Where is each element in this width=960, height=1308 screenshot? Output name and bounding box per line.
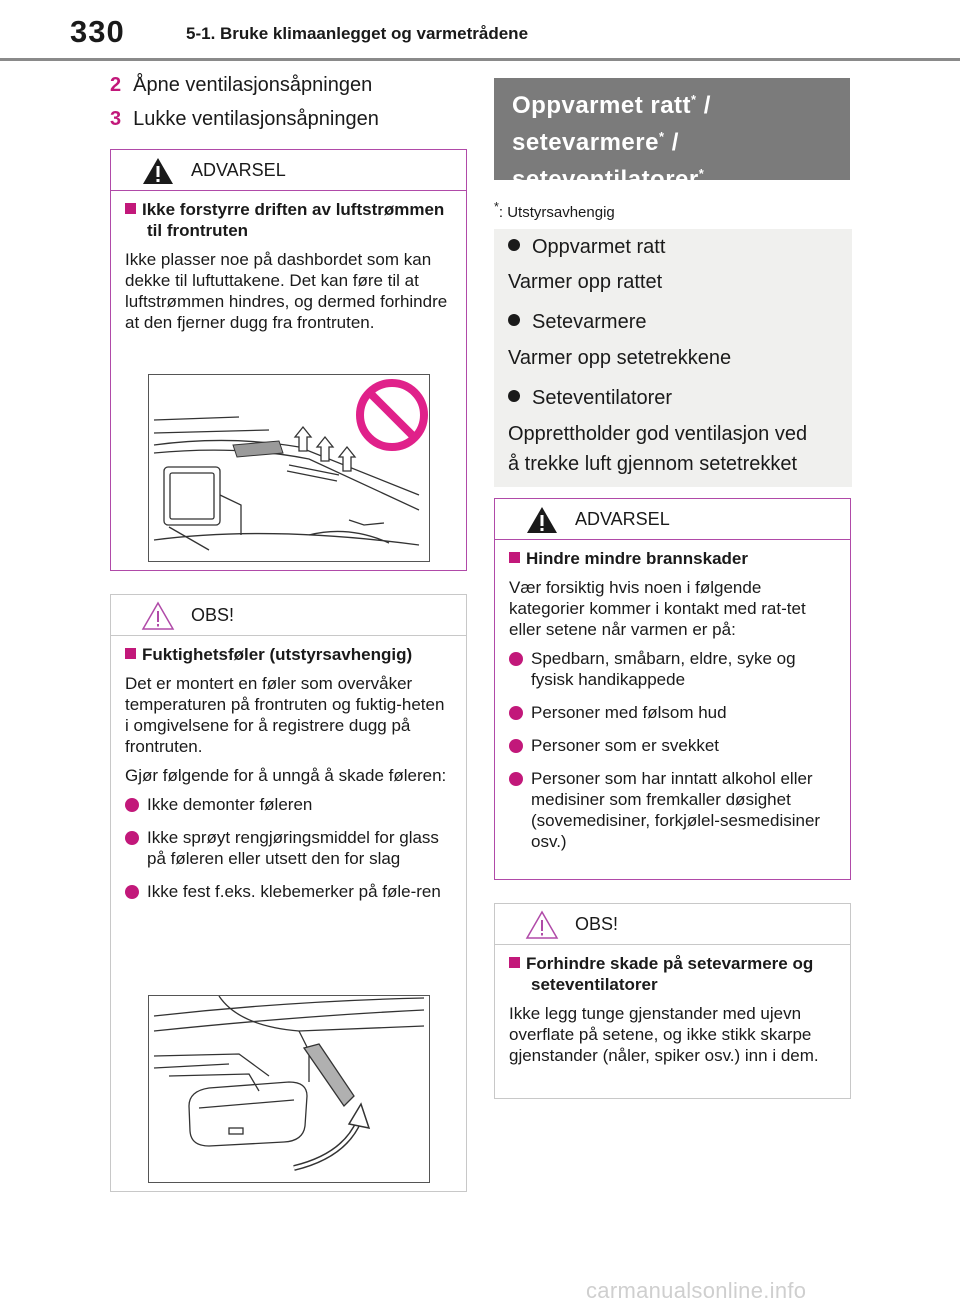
page-header xyxy=(0,0,960,62)
square-bullet-icon xyxy=(509,552,520,563)
warning-header xyxy=(495,499,850,540)
list-item: Spedbarn, småbarn, eldre, syke og fysisk handikappede xyxy=(509,648,836,690)
slash: / xyxy=(703,92,711,119)
list-item: Personer som har inntatt alkohol eller medisiner som fremkaller døsighet (sovemedisiner, forkjølel-sesmedisiner osv.) xyxy=(509,768,836,852)
feature-desc: å trekke luft gjennom setetrekket xyxy=(508,453,798,475)
warning-heading: Hindre mindre brannskader xyxy=(509,548,836,569)
caution-triangle-icon xyxy=(525,910,559,940)
caution-triangle-icon xyxy=(141,601,175,631)
list-item: Ikke fest f.eks. klebemerker på føle-ren xyxy=(125,881,452,902)
square-bullet-icon xyxy=(125,203,136,214)
notice-body: Det er montert en føler som overvåker temperaturen på frontruten og fuktig-heten i omgivelsene for å registrere dugg på frontruten. xyxy=(125,674,445,756)
step-text: Åpne ventilasjonsåpningen xyxy=(133,74,373,96)
warning-heading: Ikke forstyrre driften av luftstrømmen til frontruten xyxy=(125,199,452,241)
footnote xyxy=(494,200,615,221)
dashboard-illustration xyxy=(148,374,430,562)
warning-body: Ikke plasser noe på dashbordet som kan dekke til luftuttakene. Det kan føre til at luftstrømmen hindres, og dermed forhindre at den fjerner dugg fra frontruten. xyxy=(125,250,448,332)
notice-header xyxy=(495,904,850,945)
step-2 xyxy=(110,74,372,97)
watermark: carmanualsonline.info xyxy=(586,1278,807,1303)
warning-body: Vær forsiktig hvis noen i følgende kategorier kommer i kontakt med rat-tet eller setene når varmen er på: xyxy=(509,578,806,639)
feature-title: Setevarmere xyxy=(508,311,647,334)
footnote-text: : Utstyrsavhengig xyxy=(498,204,615,221)
warning-box-windshield xyxy=(110,149,467,571)
feature-title: Oppvarmet ratt xyxy=(508,236,665,259)
warning-label: ADVARSEL xyxy=(575,509,670,529)
warning-box-burns xyxy=(494,498,851,880)
feature-list xyxy=(494,229,852,487)
section-title-line: Oppvarmet ratt xyxy=(512,92,692,119)
mirror-drawing xyxy=(149,996,429,1182)
notice-body: Ikke legg tunge gjenstander med ujevn overflate på setene, og ikke stikk skarpe gjenstander (nåler, spiker osv.) inn i dem. xyxy=(509,1004,819,1065)
square-bullet-icon xyxy=(125,648,136,659)
chapter-title: 5-1. Bruke klimaanlegget og varmetrådene xyxy=(186,24,529,43)
notice-heading: Fuktighetsføler (utstyrsavhengig) xyxy=(125,644,452,665)
feature-title: Seteventilatorer xyxy=(508,387,672,410)
notice-header xyxy=(111,595,466,636)
notice-box-humidity-sensor xyxy=(110,594,467,1192)
asterisk-mark: * xyxy=(691,92,697,107)
feature-desc: Varmer opp rattet xyxy=(508,271,663,293)
warning-header xyxy=(111,150,466,191)
feature-desc: Opprettholder god ventilasjon ved xyxy=(508,423,808,445)
header-rule xyxy=(0,58,960,61)
step-text: Lukke ventilasjonsåpningen xyxy=(133,108,379,130)
footnote-mark: * xyxy=(494,200,499,214)
feature-desc: Varmer opp setetrekkene xyxy=(508,347,732,369)
list-item: Personer som er svekket xyxy=(509,735,836,756)
square-bullet-icon xyxy=(509,957,520,968)
list-item: Personer med følsom hud xyxy=(509,702,836,723)
warning-triangle-icon xyxy=(525,505,559,535)
slash: / xyxy=(671,129,679,156)
step-3 xyxy=(110,108,379,131)
section-title-line: seteventilatorer xyxy=(512,166,699,193)
asterisk-mark: * xyxy=(658,129,665,144)
list-item: Ikke demonter føleren xyxy=(125,794,452,815)
asterisk-mark: * xyxy=(698,166,705,181)
section-title xyxy=(494,78,850,193)
warning-label: ADVARSEL xyxy=(191,160,286,180)
step-number: 2 xyxy=(110,74,122,96)
step-number: 3 xyxy=(110,108,122,130)
notice-heading: Forhindre skade på setevarmere og seteventilatorer xyxy=(509,953,836,995)
notice-label: OBS! xyxy=(575,914,619,934)
notice-body: Gjør følgende for å unngå å skade føleren: xyxy=(125,766,447,785)
dashboard-drawing xyxy=(149,375,429,561)
section-title-line: setevarmere xyxy=(512,129,659,156)
page-number: 330 xyxy=(70,14,125,49)
warning-triangle-icon xyxy=(141,156,175,186)
notice-box-seat-damage xyxy=(494,903,851,1099)
mirror-sensor-illustration xyxy=(148,995,430,1183)
list-item: Ikke sprøyt rengjøringsmiddel for glass på føleren eller utsett den for slag xyxy=(125,827,452,869)
notice-label: OBS! xyxy=(191,605,235,625)
